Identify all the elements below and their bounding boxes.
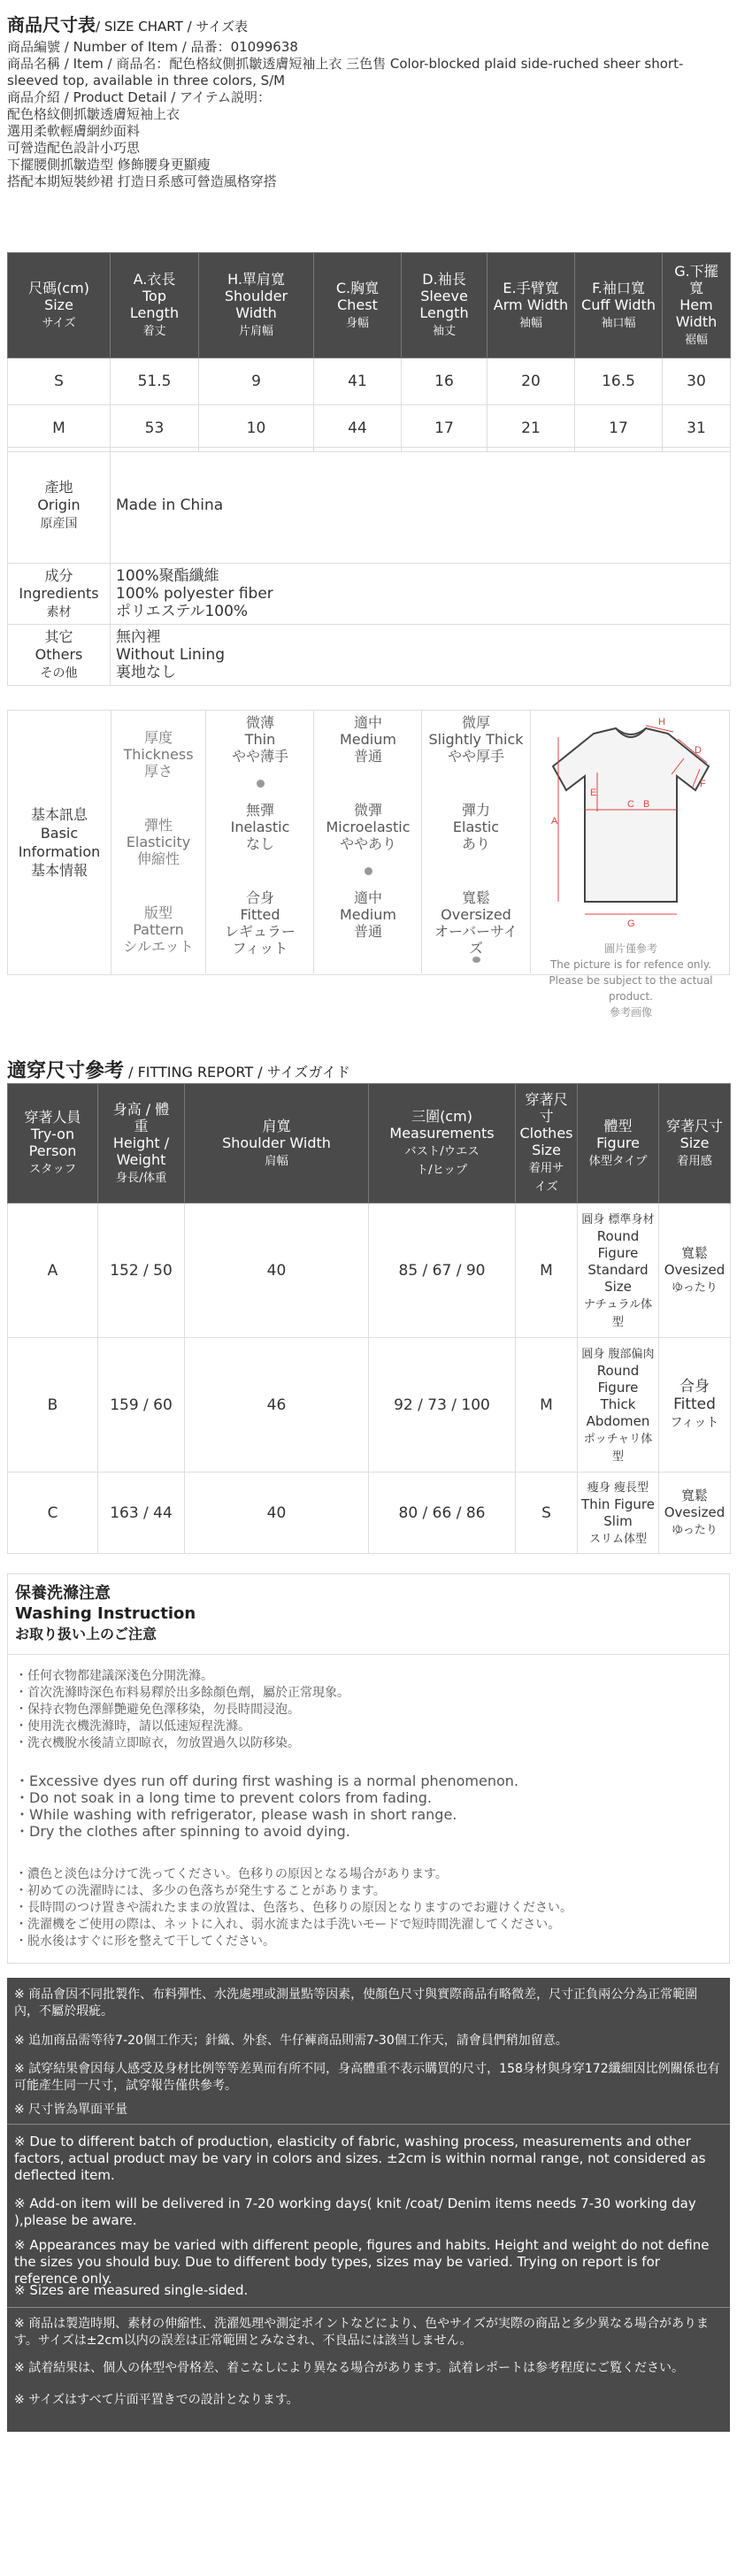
origin-label: 產地 Origin 原産国 xyxy=(8,448,111,564)
header-chest: C.胸寬 Chest 身幅 xyxy=(314,253,402,358)
divider xyxy=(8,1654,729,1655)
detail-line: 選用柔軟輕膚網紗面料 xyxy=(7,123,141,139)
elasticity-label: 彈性 Elasticity 伸縮性 xyxy=(126,817,191,867)
size-cell: M xyxy=(516,1203,578,1338)
detail-label: 商品介紹 / Product Detail / アイテム説明： xyxy=(7,89,271,105)
size-cell: 10 xyxy=(199,405,314,452)
selected-dot xyxy=(365,867,372,875)
shoulder-cell: 40 xyxy=(185,1203,369,1338)
others-value: 無內裡 Without Lining 裏地なし xyxy=(111,625,731,686)
header-fit-feel: 穿著尺寸 Size 着用感 xyxy=(659,1084,731,1203)
notice-zh-3: ※ 試穿結果會因每人感受及身材比例等等差異而有所不同，身高體重不表示購買的尺寸，158身材與身穿172纖細因比例關係也有可能產生同一尺寸，試穿報告僅供參考。 xyxy=(14,2062,720,2093)
measurements-cell: 85 / 67 / 90 xyxy=(369,1203,516,1338)
washing-instruction xyxy=(7,1573,730,1964)
header-sleeve-length: D.袖長 Sleeve Length 袖丈 xyxy=(402,253,487,358)
shoulder-cell: 40 xyxy=(185,1473,369,1554)
divider xyxy=(7,2307,730,2308)
divider xyxy=(7,2124,730,2125)
person-cell: C xyxy=(8,1473,98,1554)
notice-zh-1: ※ 商品會因不同批製作、布料彈性、水洗處理或測量點等因素，使顏色尺寸與實際商品有略微差，尺寸正負兩公分為正常範圍內，不屬於瑕疵。 xyxy=(14,1988,698,2019)
selected-dot xyxy=(472,957,480,963)
label-f: F xyxy=(700,779,706,789)
measurements-cell: 80 / 66 / 86 xyxy=(369,1473,516,1554)
size-cell: 30 xyxy=(663,358,731,405)
thickness-label: 厚度 Thickness 厚さ xyxy=(123,729,194,780)
size-chart-header-row xyxy=(8,253,731,358)
notice-en-1: ※ Due to different batch of production, elasticity of fabric, washing process, measurements and other factors, actual product may be vary in colors and sizes. ±2cm is within normal range, not considered as deflected item. xyxy=(14,2134,706,2183)
shoulder-cell: 46 xyxy=(185,1338,369,1473)
header-shoulder: 肩寬 Shoulder Width 肩幅 xyxy=(185,1084,369,1203)
option-slightly-thick: 微厚 Slightly Thick やや厚手 xyxy=(421,711,531,798)
size-cell: 44 xyxy=(314,405,402,452)
attributes-table xyxy=(7,447,731,686)
fit-feel-cell: 寬鬆 Ovesized ゆったり xyxy=(659,1473,731,1554)
item-name: 商品名稱 / Item / 商品名：配色格紋側抓皺透膚短袖上衣 三色售 Color-blocked plaid side-ruched sheer short-sleeved top, available in three colors, S/M xyxy=(7,56,684,88)
header-figure: 體型 Figure 体型タイプ xyxy=(578,1084,659,1203)
detail-line: 配色格紋側抓皺透膚短袖上衣 xyxy=(7,106,180,122)
size-chart-title: 商品尺寸表/ SIZE CHART / サイズ表 xyxy=(7,14,249,35)
size-cell: 17 xyxy=(575,405,663,452)
washing-jp: ・濃色と淡色は分けて洗ってください。色移りの原因となる場合があります。 ・初めての洗濯時には、多少の色落ちが発生することがあります。 ・長時間のつけ置きや濡れたままの放置は、色落ち、色移りの原因となりますのでお避けください。 ・洗濯機をご使用の際は、ネットに入れ、弱水流または手洗いモードで短時間洗濯してください。 ・脱水後はすぐに形を整えて干してください。 xyxy=(15,1867,572,1949)
height-weight-cell: 163 / 44 xyxy=(98,1473,185,1554)
header-person: 穿著人員 Try-on Person スタッフ xyxy=(8,1084,98,1203)
header-arm-width: E.手臂寬 Arm Width 袖幅 xyxy=(487,253,575,358)
option-thin: 微薄 Thin やや薄手 xyxy=(205,711,314,798)
height-weight-cell: 152 / 50 xyxy=(98,1203,185,1338)
notice-jp-2: ※ 試着結果は、個人の体型や骨格差、着こなしにより異なる場合があります。試着レポートは参考程度にご覧ください。 xyxy=(14,2361,685,2375)
notice-en-4: ※ Sizes are measured single-sided. xyxy=(14,2282,249,2298)
option-inelastic: 無彈 Inelastic なし xyxy=(205,798,314,886)
size-row-s xyxy=(8,358,731,405)
header-measurements: 三圍(cm) Measurements バスト/ウエス ト/ヒップ xyxy=(369,1084,516,1203)
ingredients-label: 成分 Ingredients 素材 xyxy=(8,564,111,625)
selected-dot xyxy=(257,780,265,788)
ingredients-row xyxy=(8,564,731,625)
height-weight-cell: 159 / 60 xyxy=(98,1338,185,1473)
washing-zh: ・任何衣物都建議深淺色分開洗滌。 ・首次洗滌時深色布料易釋於出多餘顏色劑，屬於正常現象。 ・保持衣物色澤鮮艷避免色澤移染，勿長時間浸泡。 ・使用洗衣機洗滌時，請以低速短程洗滌。 ・洗衣機脫水後請立即晾衣，勿放置過久以防移染。 xyxy=(15,1669,349,1750)
fitting-table xyxy=(7,1083,731,1554)
fit-feel-cell: 寬鬆 Ovesized ゆったり xyxy=(659,1203,731,1338)
header-cuff-width: F.袖口寬 Cuff Width 袖口幅 xyxy=(575,253,663,358)
header-size: 尺碼(cm) Size サイズ xyxy=(8,253,111,358)
washing-en: ・Excessive dyes run off during first washing is a normal phenomenon. ・Do not soak in a long time to prevent colors from fading. ・While washing with refrigerator, please wash in short range. ・Dry the clothes after spinning to avoid dying. xyxy=(15,1772,518,1840)
origin-value: Made in China xyxy=(111,448,731,564)
pattern-row xyxy=(111,886,531,974)
size-cell: 21 xyxy=(487,405,575,452)
fitting-row-a xyxy=(8,1203,731,1338)
size-cell: 53 xyxy=(111,405,199,452)
option-medium-fit: 適中 Medium 普通 xyxy=(313,886,422,973)
detail-line: 可營造配色設計小巧思 xyxy=(7,140,141,156)
item-number: 商品編號 / Number of Item / 品番：01099638 xyxy=(7,39,298,55)
fitting-report-title: 適穿尺寸參考 / FITTING REPORT / サイズガイド xyxy=(7,1060,350,1082)
size-chart-table xyxy=(7,252,731,452)
option-medium: 適中 Medium 普通 xyxy=(313,711,422,798)
notice-jp-1: ※ 商品は製造時期、素材の伸縮性、洗濯処理や測定ポイントなどにより、色やサイズが実際の商品と多少異なる場合があります。サイズは±2cm以内の誤差は正常範囲とみなされ、不良品には該当しません。 xyxy=(14,2317,710,2348)
elasticity-row xyxy=(111,798,531,886)
diagram-caption: 圖片僅參考 The picture is for refence only. Please be subject to the actual product. 參考画像 xyxy=(549,942,713,1019)
size-cell: 41 xyxy=(314,358,402,405)
label-d: D xyxy=(695,745,702,756)
option-oversized: 寬鬆 Oversized オーバーサイ ズ xyxy=(421,886,531,973)
size-cell: M xyxy=(8,405,111,452)
garment-diagram xyxy=(532,718,730,1019)
size-cell: 16.5 xyxy=(575,358,663,405)
label-h: H xyxy=(658,718,665,727)
option-fitted: 合身 Fitted レギュラー フィット xyxy=(205,886,314,973)
person-cell: A xyxy=(8,1203,98,1338)
figure-cell: 圓身 腹部偏肉 Round Figure Thick Abdomen ポッチャリ体 型 xyxy=(578,1338,659,1473)
fitting-header-row xyxy=(8,1084,731,1203)
basic-information xyxy=(7,710,730,1019)
figure-cell: 瘦身 瘦長型 Thin Figure Slim スリム体型 xyxy=(578,1473,659,1554)
label-c: C xyxy=(627,799,634,810)
figure-cell: 圓身 標準身材 Round Figure Standard Size ナチュラル体 型 xyxy=(578,1203,659,1338)
detail-line: 搭配本期短裝紗裙 打造日系感可營造風格穿搭 xyxy=(7,173,277,189)
label-g: G xyxy=(627,919,635,929)
detail-line: 下擺腰側抓皺造型 修飾腰身更顯瘦 xyxy=(7,157,211,173)
notice-panel xyxy=(7,1978,730,2432)
washing-title: 保養洗滌注意 Washing Instruction お取り扱い上のご注意 xyxy=(15,1584,196,1642)
size-cell: 31 xyxy=(663,405,731,452)
size-cell: 16 xyxy=(402,358,487,405)
origin-row xyxy=(8,448,731,564)
product-info xyxy=(7,39,730,190)
header-clothes-size: 穿著尺 寸 Clothes Size 着用サ イズ xyxy=(516,1084,578,1203)
notice-en-2: ※ Add-on item will be delivered in 7-20 working days( knit /coat/ Denim items needs 7-30 working day ),please be aware. xyxy=(14,2195,696,2228)
header-hem-width: G.下擺 寬 Hem Width 裾幅 xyxy=(663,253,731,358)
ingredients-value: 100%聚酯纖維 100% polyester fiber ポリエステル100% xyxy=(111,564,731,625)
notice-en-3: ※ Appearances may be varied with different people, figures and habits. Height and weight do not define the sizes you should buy. Due to different body types, sizes may be varied. Trying on report is for reference only. xyxy=(14,2237,710,2287)
option-elastic: 彈力 Elastic あり xyxy=(421,798,531,886)
size-cell: 20 xyxy=(487,358,575,405)
size-cell: 51.5 xyxy=(111,358,199,405)
others-label: 其它 Others その他 xyxy=(8,625,111,686)
size-row-m xyxy=(8,405,731,452)
fitting-row-b xyxy=(8,1338,731,1473)
size-cell: S xyxy=(8,358,111,405)
notice-zh-4: ※ 尺寸皆為單面平量 xyxy=(14,2103,128,2117)
notice-zh-2: ※ 追加商品需等待7-20個工作天；針織、外套、牛仔褲商品則需7-30個工作天，請會員們稍加留意。 xyxy=(14,2034,568,2048)
size-cell: 17 xyxy=(402,405,487,452)
fit-feel-cell: 合身 Fitted フィット xyxy=(659,1338,731,1473)
fitting-row-c xyxy=(8,1473,731,1554)
header-shoulder-width: H.單肩寬 Shoulder Width 片肩幅 xyxy=(199,253,314,358)
measurements-cell: 92 / 73 / 100 xyxy=(369,1338,516,1473)
thickness-row xyxy=(111,711,531,798)
basic-info-label: 基本訊息 Basic Information 基本情報 xyxy=(8,711,111,974)
size-cell: S xyxy=(516,1473,578,1554)
pattern-label: 版型 Pattern シルエット xyxy=(123,904,194,955)
header-top-length: A.衣長 Top Length 着丈 xyxy=(111,253,199,358)
person-cell: B xyxy=(8,1338,98,1473)
others-row xyxy=(8,625,731,686)
label-e: E xyxy=(590,788,597,798)
tshirt-measurement-illustration xyxy=(532,718,730,939)
size-cell: M xyxy=(516,1338,578,1473)
size-cell: 9 xyxy=(199,358,314,405)
header-height-weight: 身高 / 體 重 Height / Weight 身長/体重 xyxy=(98,1084,185,1203)
label-a: A xyxy=(551,816,558,827)
label-b: B xyxy=(643,799,650,810)
option-microelastic: 微彈 Microelastic ややあり xyxy=(313,798,422,886)
notice-jp-3: ※ サイズはすべて片面平置きでの設計となります。 xyxy=(14,2393,299,2407)
basic-info-grid xyxy=(111,711,531,974)
